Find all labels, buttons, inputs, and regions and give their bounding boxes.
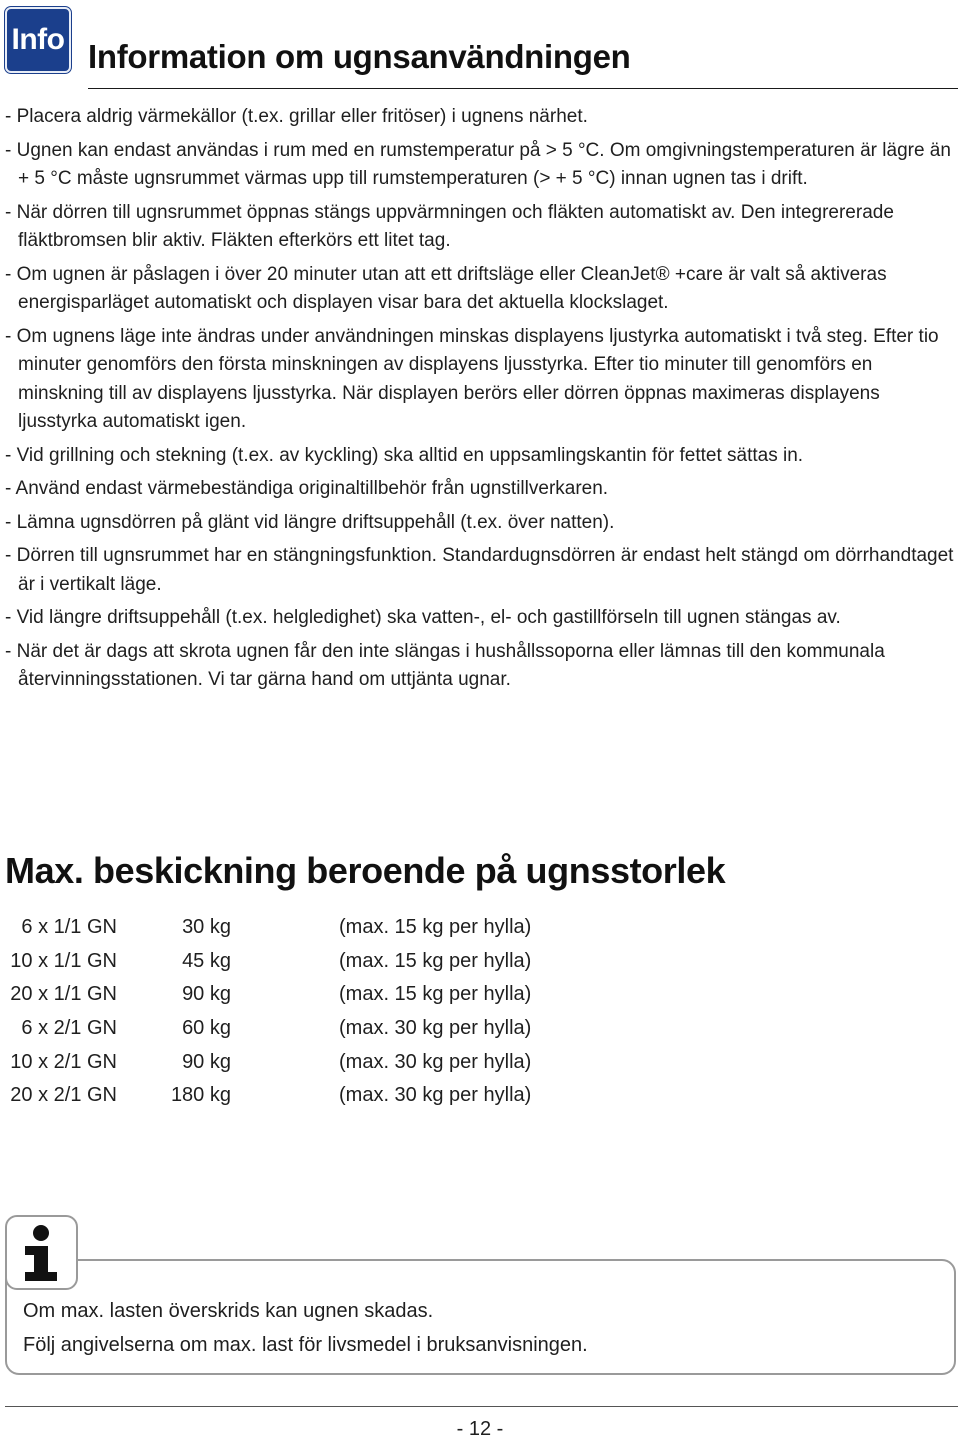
oven-size: 10 x 1/1 GN (10, 949, 117, 972)
max-load: 180 kg (170, 1084, 231, 1107)
list-item: - Om ugnens läge inte ändras under användningen minskas displayens ljustyrka automatiskt i två steg. Efter tio minuter genomförs den första minskningen av displayens ljusstyrka. Efter tio minuter till genomförs en minskning till av displayens ljusstyrka. När displayen berörs eller dörren öppnas maximeras displayens ljusstyrka automatiskt igen. (5, 325, 939, 432)
info-badge: Info (5, 7, 71, 73)
max-per-shelf: (max. 15 kg per hylla) (339, 983, 532, 1006)
page-number: - 12 - (456, 1418, 504, 1440)
list-item: - När dörren till ugnsrummet öppnas stängs uppvärmningen och fläkten automatiskt av. Den integrererade fläktbromsen blir aktiv. Fläkten efterkörs ett litet tag. (5, 201, 894, 251)
max-load: 45 kg (182, 949, 231, 972)
max-load: 90 kg (182, 983, 231, 1006)
notice-line: Om max. lasten överskrids kan ugnen skadas. (23, 1300, 434, 1322)
max-per-shelf: (max. 30 kg per hylla) (339, 1050, 532, 1073)
footer-divider (5, 1406, 958, 1407)
list-item: - Vid grillning och stekning (t.ex. av kyckling) ska alltid en uppsamlingskantin för fettet sättas in. (5, 444, 804, 466)
table-row (5, 978, 531, 1012)
table-row (5, 1045, 531, 1079)
max-per-shelf: (max. 15 kg per hylla) (339, 916, 532, 939)
info-icon (5, 1215, 78, 1290)
table-row (5, 1012, 531, 1046)
header-divider (88, 88, 958, 89)
max-load: 60 kg (182, 1017, 231, 1040)
usage-info-list (5, 103, 957, 700)
max-per-shelf: (max. 30 kg per hylla) (339, 1084, 532, 1107)
list-item: - Placera aldrig värmekällor (t.ex. grillar eller fritöser) i ugnens närhet. (5, 106, 588, 127)
list-item: - Om ugnen är påslagen i över 20 minuter utan att ett driftsläge eller CleanJet® +care är valt så aktiveras energisparläget automatiskt och displayen visar bara det aktuella klockslaget. (5, 263, 887, 313)
list-item: - Använd endast värmebeständiga originaltillbehör från ugnstillverkaren. (5, 478, 609, 499)
oven-size: 20 x 1/1 GN (10, 983, 117, 1006)
max-load: 30 kg (182, 916, 231, 939)
list-item: - När det är dags att skrota ugnen får den inte slängas i hushållssoporna eller lämnas till den kommunala återvinningsstationen. Vi tar gärna hand om uttjänta ugnar. (5, 640, 885, 690)
capacity-table (5, 911, 531, 1113)
list-item: - Lämna ugnsdörren på glänt vid längre driftsuppehåll (t.ex. över natten). (5, 511, 615, 533)
oven-size: 6 x 2/1 GN (21, 1017, 117, 1040)
page-title: Information om ugnsanvändningen (88, 38, 631, 75)
max-load: 90 kg (182, 1050, 231, 1073)
max-per-shelf: (max. 30 kg per hylla) (339, 1017, 532, 1040)
max-per-shelf: (max. 15 kg per hylla) (339, 949, 532, 972)
oven-size: 6 x 1/1 GN (21, 916, 117, 939)
list-item: - Ugnen kan endast användas i rum med en rumstemperatur på > 5 °C. Om omgivningstemperaturen är lägre än + 5 °C måste ugnsrummet värmas upp till rumstemperaturen (> + 5 °C) innan ugnen tas i drift. (5, 139, 951, 189)
capacity-section-title: Max. beskickning beroende på ugnsstorlek (5, 850, 726, 891)
table-row (5, 945, 531, 979)
oven-size: 20 x 2/1 GN (10, 1084, 117, 1107)
notice-line: Följ angivelserna om max. last för livsmedel i bruksanvisningen. (23, 1334, 588, 1356)
list-item: - Dörren till ugnsrummet har en stängningsfunktion. Standardugnsdörren är endast helt stängd om dörrhandtaget är i vertikalt läge. (5, 545, 954, 595)
table-row (5, 911, 531, 945)
list-item: - Vid längre driftsuppehåll (t.ex. helgledighet) ska vatten-, el- och gastillförseln till ugnen stängas av. (5, 607, 841, 628)
oven-size: 10 x 2/1 GN (10, 1050, 117, 1073)
notice-text (23, 1294, 588, 1362)
table-row (5, 1079, 531, 1113)
